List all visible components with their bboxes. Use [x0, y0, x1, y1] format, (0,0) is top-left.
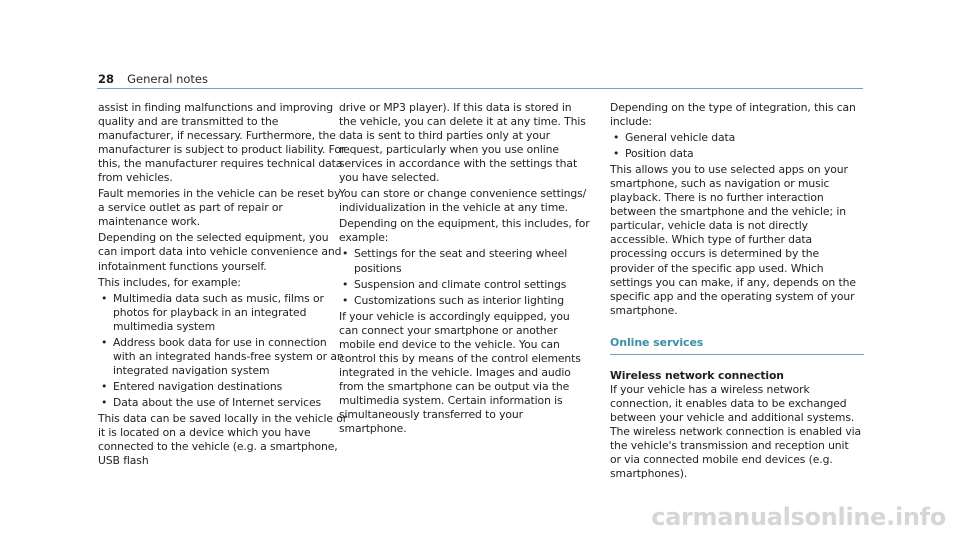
page-header	[98, 68, 208, 87]
paragraph: This data can be saved locally in the vehicle or it is located on a device which you have connected to the vehicle (e.g. a smartphone, USB flash	[98, 411, 348, 468]
paragraph: If your vehicle is accordingly equipped, you can connect your smartphone or another mobile end device to the vehicle. You can control this by means of the control elements integrated in the vehicle. Images and audio from the smartphone can be output via the multimedia system. Certain information is simultaneously transferred to your smartphone.	[339, 309, 581, 436]
list-item: • Address book data for use in connection with an integrated hands-free system or an integrated navigation system	[98, 336, 350, 378]
text-column-2	[339, 101, 591, 438]
text-column-3	[610, 101, 862, 483]
text-column-1	[98, 101, 350, 470]
list-item: • Multimedia data such as music, films or photos for playback in an integrated multimedia system	[98, 292, 350, 334]
paragraph: You can store or change convenience settings/ individualization in the vehicle at any time.	[339, 187, 587, 215]
paragraph: Fault memories in the vehicle can be reset by a service outlet as part of repair or maintenance work.	[98, 187, 341, 229]
paragraph: This includes, for example:	[98, 275, 241, 289]
paragraph: Depending on the selected equipment, you can import data into vehicle convenience and infotainment functions yourself.	[98, 231, 342, 273]
list-item: • Settings for the seat and steering wheel positions	[339, 247, 591, 275]
paragraph: Depending on the type of integration, this can include:	[610, 101, 856, 129]
bullet-list	[98, 292, 350, 410]
paragraph: Depending on the equipment, this includes, for example:	[339, 217, 590, 245]
section-title: General notes	[127, 72, 208, 86]
list-item: • Entered navigation destinations	[98, 380, 350, 394]
list-item: • Suspension and climate control settings	[339, 278, 591, 292]
list-item: • General vehicle data	[610, 131, 862, 145]
paragraph: assist in finding malfunctions and improving quality and are transmitted to the manufacturer, if necessary. Furthermore, the manufacturer is subject to product liability. For this, the manufacturer requires technical data from vehicles.	[98, 101, 346, 185]
bullet-list	[339, 247, 591, 307]
bullet-list	[610, 131, 862, 161]
section-heading-online-services: Online services	[610, 336, 864, 355]
list-item: • Position data	[610, 147, 862, 161]
paragraph: If your vehicle has a wireless network connection, it enables data to be exchanged between your vehicle and additional systems. The wireless network connection is enabled via the vehicle's transmission and reception unit or via connected mobile end devices (e.g. smartphones).	[610, 382, 862, 481]
list-item: • Data about the use of Internet services	[98, 396, 350, 410]
list-item: • Customizations such as interior lighting	[339, 294, 591, 308]
paragraph: drive or MP3 player). If this data is stored in the vehicle, you can delete it at any time. This data is sent to third parties only at your request, particularly when you use online services in accordance with the settings that you have selected.	[339, 101, 586, 185]
sub-heading-wireless-network: Wireless network connection	[610, 368, 784, 382]
paragraph: This allows you to use selected apps on your smartphone, such as navigation or music playback. There is no further interaction between the smartphone and the vehicle; in particular, vehicle data is not directly accessible. Which type of further data processing occurs is determined by the provider of the specific app used. Which settings you can make, if any, depends on the specific app and the operating system of your smartphone.	[610, 163, 856, 317]
page-number: 28	[98, 72, 115, 86]
watermark-logo: carmanualsonline.info	[651, 503, 946, 531]
header-divider	[97, 88, 863, 89]
